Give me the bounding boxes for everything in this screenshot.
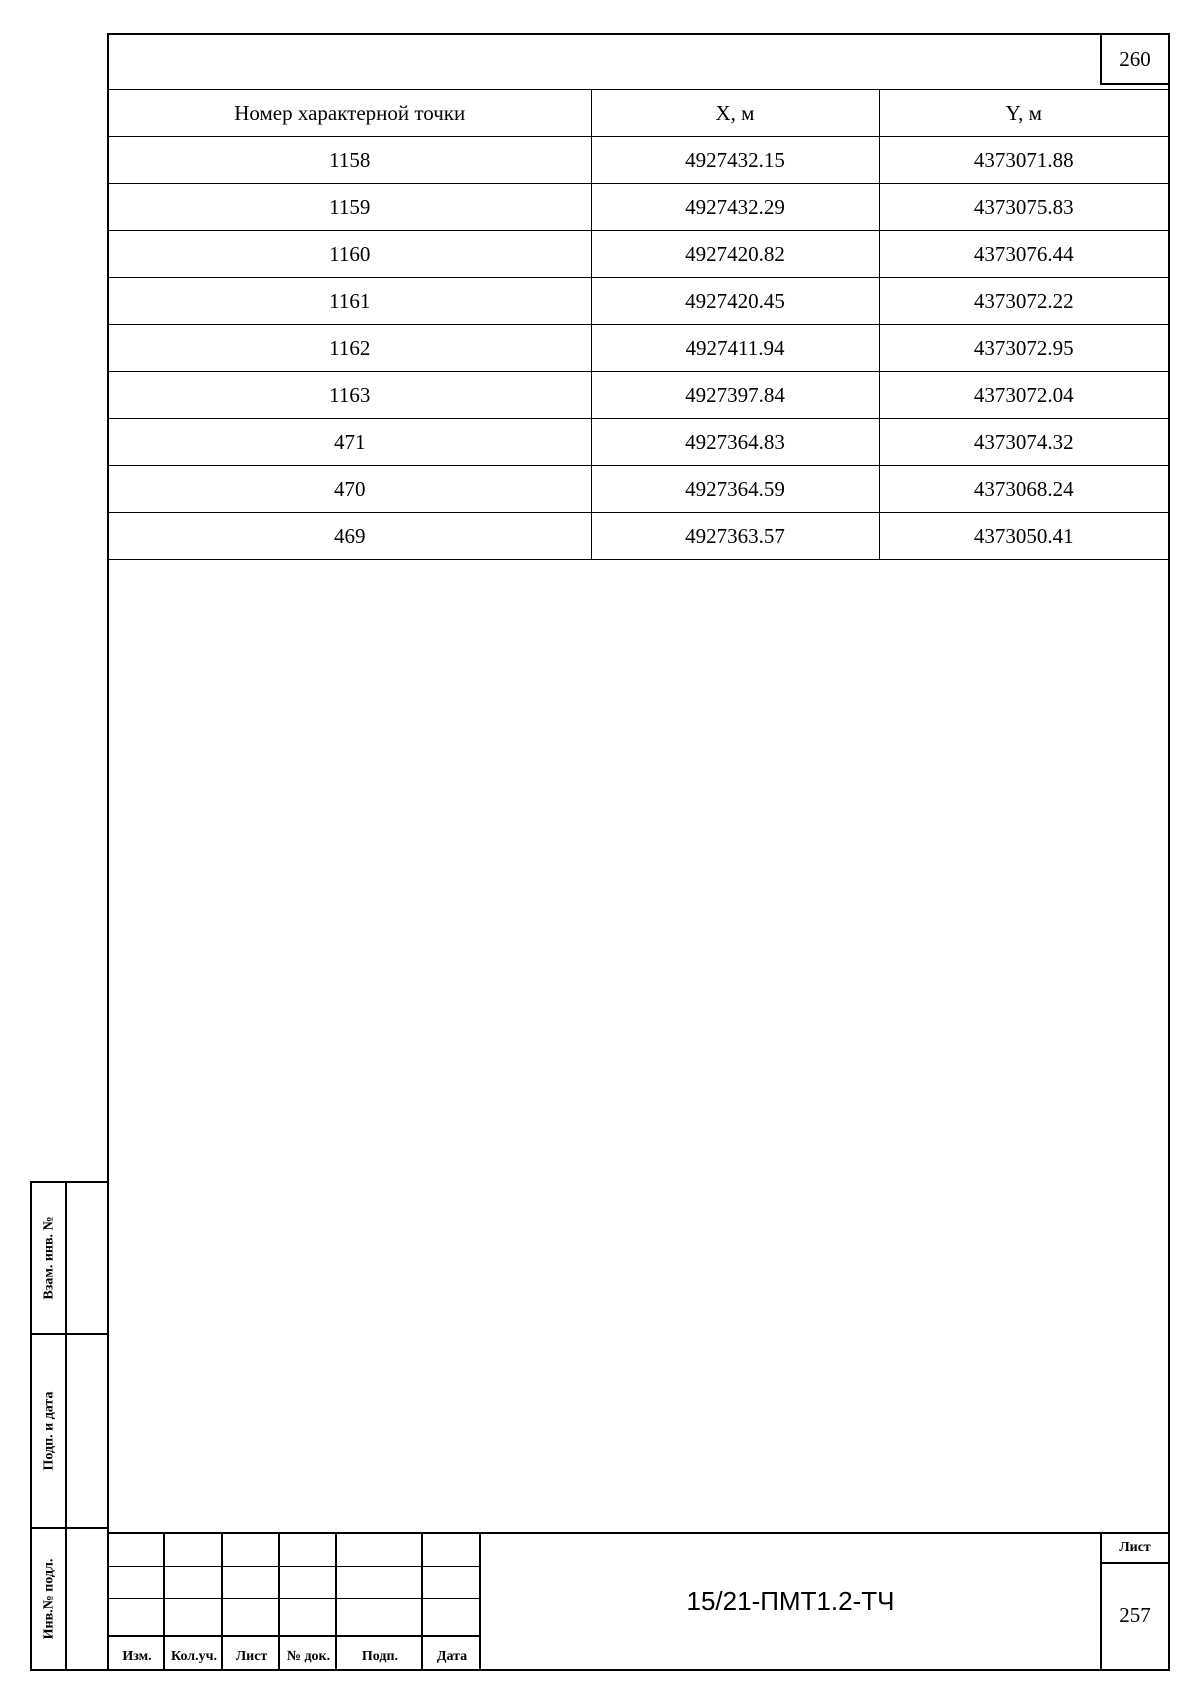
side-strip xyxy=(30,1181,107,1671)
side-label-inv: Инв.№ подл. xyxy=(41,1558,57,1640)
table-row xyxy=(109,184,1168,231)
side-label-vzam: Взам. инв. № xyxy=(41,1216,57,1300)
cell-y: 4373050.41 xyxy=(879,513,1168,560)
page-number: 260 xyxy=(1100,35,1168,85)
cell-y: 4373072.22 xyxy=(879,278,1168,325)
cell-x: 4927397.84 xyxy=(591,372,879,419)
cell-point: 1161 xyxy=(109,278,591,325)
cell-x: 4927364.59 xyxy=(591,466,879,513)
sheet-label: Лист xyxy=(1102,1534,1168,1564)
cell-y: 4373076.44 xyxy=(879,231,1168,278)
col-doc-no: № док. xyxy=(286,1649,331,1664)
table-header-row xyxy=(109,90,1168,137)
table-row xyxy=(109,325,1168,372)
sheet-cell xyxy=(1100,1534,1168,1669)
table-row xyxy=(109,372,1168,419)
cell-y: 4373075.83 xyxy=(879,184,1168,231)
title-block xyxy=(109,1532,1168,1669)
table-row xyxy=(109,513,1168,560)
col-list: Лист xyxy=(235,1649,268,1664)
cell-x: 4927420.45 xyxy=(591,278,879,325)
cell-point: 1160 xyxy=(109,231,591,278)
col-izm: Изм. xyxy=(122,1649,152,1664)
table-row xyxy=(109,137,1168,184)
header-y: Y, м xyxy=(879,90,1168,137)
cell-y: 4373071.88 xyxy=(879,137,1168,184)
sheet-number: 257 xyxy=(1119,1603,1151,1627)
cell-y: 4373074.32 xyxy=(879,419,1168,466)
cell-point: 1162 xyxy=(109,325,591,372)
cell-point: 1163 xyxy=(109,372,591,419)
revision-grid xyxy=(109,1534,481,1669)
col-data: Дата xyxy=(436,1649,468,1664)
coordinates-table xyxy=(109,89,1168,560)
cell-y: 4373068.24 xyxy=(879,466,1168,513)
cell-point: 469 xyxy=(109,513,591,560)
cell-x: 4927411.94 xyxy=(591,325,879,372)
cell-x: 4927432.29 xyxy=(591,184,879,231)
header-x: X, м xyxy=(591,90,879,137)
cell-point: 471 xyxy=(109,419,591,466)
sheet-frame xyxy=(107,33,1170,1671)
table-row xyxy=(109,466,1168,513)
cell-x: 4927432.15 xyxy=(591,137,879,184)
table-row xyxy=(109,278,1168,325)
cell-point: 1158 xyxy=(109,137,591,184)
col-kol-uch: Кол.уч. xyxy=(170,1649,218,1664)
cell-x: 4927364.83 xyxy=(591,419,879,466)
cell-y: 4373072.04 xyxy=(879,372,1168,419)
side-label-podp: Подп. и дата xyxy=(41,1391,57,1471)
table-row xyxy=(109,419,1168,466)
cell-point: 1159 xyxy=(109,184,591,231)
table-row xyxy=(109,231,1168,278)
document-code: 15/21-ПМТ1.2-ТЧ xyxy=(686,1586,895,1616)
cell-point: 470 xyxy=(109,466,591,513)
header-point-number: Номер характерной точки xyxy=(109,90,591,137)
cell-x: 4927363.57 xyxy=(591,513,879,560)
cell-y: 4373072.95 xyxy=(879,325,1168,372)
col-podp: Подп. xyxy=(361,1649,399,1664)
cell-x: 4927420.82 xyxy=(591,231,879,278)
